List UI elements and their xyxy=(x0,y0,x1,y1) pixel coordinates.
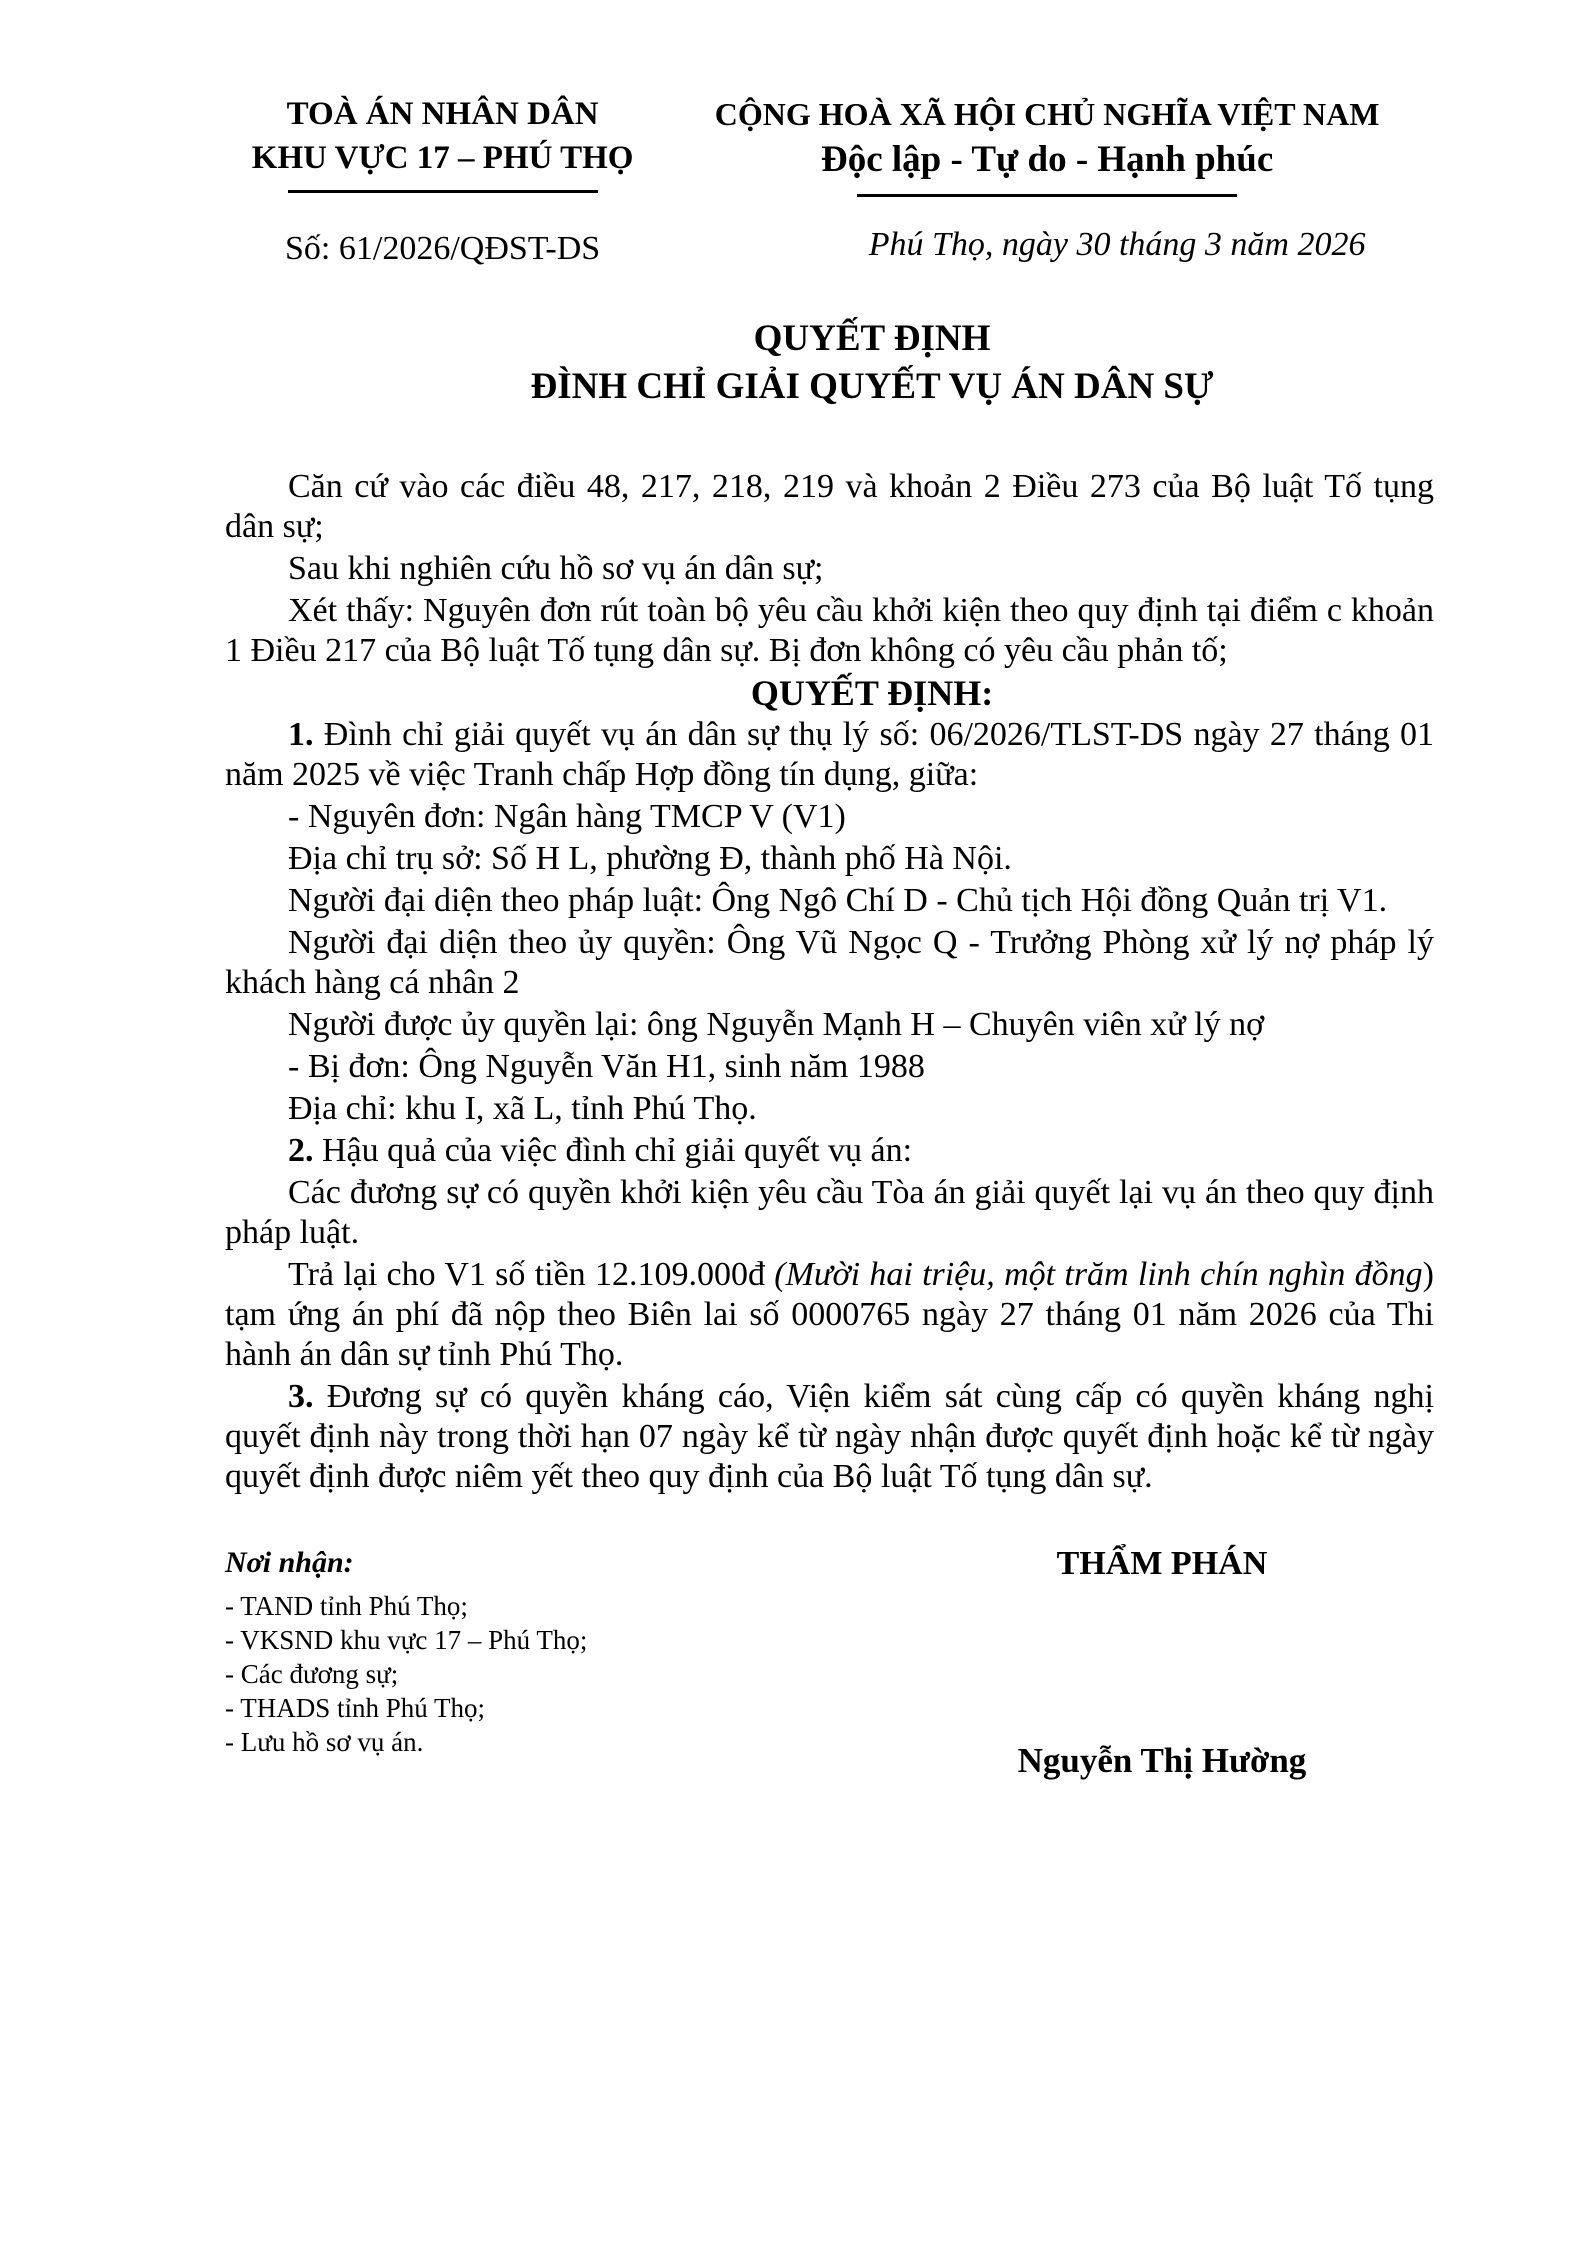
header-nation-block xyxy=(660,92,1434,269)
sub-authorized-representative-line: Người được ủy quyền lại: ông Nguyễn Mạnh H – Chuyên viên xử lý nợ xyxy=(288,1006,1265,1043)
refund-amount-in-words: (Mười hai triệu, một trăm linh chín nghìn đồng xyxy=(774,1256,1423,1293)
judge-name: Nguyễn Thị Hường xyxy=(1017,1741,1307,1780)
item-number: 3. xyxy=(288,1378,314,1415)
nation-name-line: CỘNG HOÀ XÃ HỘI CHỦ NGHĨA VIỆT NAM xyxy=(714,96,1380,132)
recipient-item: - THADS tỉnh Phú Thọ; xyxy=(225,1693,486,1723)
recipient-item: - Lưu hồ sơ vụ án. xyxy=(225,1727,424,1757)
plaintiff-address-line: Địa chỉ trụ sở: Số H L, phường Đ, thành phố Hà Nội. xyxy=(288,840,1012,877)
header-rule-left xyxy=(288,190,598,193)
document-title xyxy=(225,315,1434,411)
item-number: 1. xyxy=(288,716,314,753)
court-name-line2: KHU VỰC 17 – PHÚ THỌ xyxy=(251,140,634,176)
consequence-line: Các đương sự có quyền khởi kiện yêu cầu Tòa án giải quyết lại vụ án theo quy định pháp luật. xyxy=(225,1174,1434,1251)
defendant-line: - Bị đơn: Ông Nguyễn Văn H1, sinh năm 1988 xyxy=(288,1048,925,1085)
decision-item-2 xyxy=(225,1131,1434,1171)
recipient-item: - Các đương sự; xyxy=(225,1659,399,1689)
signature-block xyxy=(890,1543,1434,1782)
plaintiff-line: - Nguyên đơn: Ngân hàng TMCP V (V1) xyxy=(288,798,846,835)
item-number: 2. xyxy=(288,1132,314,1169)
recipient-item: - VKSND khu vực 17 – Phú Thọ; xyxy=(225,1625,588,1655)
court-name-line1: TOÀ ÁN NHÂN DÂN xyxy=(286,96,599,132)
recipients-block xyxy=(225,1543,890,1782)
defendant-address-line: Địa chỉ: khu I, xã L, tỉnh Phú Thọ. xyxy=(288,1090,757,1127)
legal-representative-line: Người đại diện theo pháp luật: Ông Ngô Chí D - Chủ tịch Hội đồng Quản trị V1. xyxy=(288,882,1388,919)
decision-heading: QUYẾT ĐỊNH: xyxy=(750,673,994,713)
preamble-paragraph: Căn cứ vào các điều 48, 217, 218, 219 và khoản 2 Điều 273 của Bộ luật Tố tụng dân sự; xyxy=(225,468,1434,545)
decision-item-1 xyxy=(225,715,1434,795)
authorized-representative-line: Người đại diện theo ủy quyền: Ông Vũ Ngọc Q - Trưởng Phòng xử lý nợ pháp lý khách hàng cá nhân 2 xyxy=(225,924,1434,1001)
title-line2: ĐÌNH CHỈ GIẢI QUYẾT VỤ ÁN DÂN SỰ xyxy=(530,366,1214,407)
title-line1: QUYẾT ĐỊNH xyxy=(753,318,991,359)
recipients-label: Nơi nhận: xyxy=(225,1546,354,1579)
judge-title: THẨM PHÁN xyxy=(1056,1545,1268,1582)
item-text: Đương sự có quyền kháng cáo, Viện kiểm sát cùng cấp có quyền kháng nghị quyết định này trong thời hạn 07 ngày kể từ ngày nhận được quyết định hoặc kể từ ngày quyết định được niêm yết theo quy định của Bộ luật Tố tụng dân sự. xyxy=(225,1378,1434,1495)
refund-paragraph xyxy=(225,1255,1434,1375)
place-date-line: Phú Thọ, ngày 30 tháng 3 năm 2026 xyxy=(868,226,1366,263)
nation-motto-line: Độc lập - Tự do - Hạnh phúc xyxy=(820,139,1274,180)
decision-item-3 xyxy=(225,1377,1434,1497)
refund-text-after: ) tạm ứng án phí đã nộp theo Biên lai số 0000765 ngày 27 tháng 01 năm 2026 của Thi hành án dân sự tỉnh Phú Thọ. xyxy=(225,1256,1434,1373)
header-court-block xyxy=(225,92,660,269)
document-header xyxy=(225,92,1434,269)
refund-text: Trả lại cho V1 số tiền 12.109.000đ xyxy=(288,1256,775,1293)
recipient-item: - TAND tỉnh Phú Thọ; xyxy=(225,1591,468,1621)
header-rule-right xyxy=(857,194,1237,197)
preamble-paragraph: Sau khi nghiên cứu hồ sơ vụ án dân sự; xyxy=(288,550,824,587)
document-footer xyxy=(225,1543,1434,1782)
item-text: Hậu quả của việc đình chỉ giải quyết vụ án: xyxy=(313,1132,913,1169)
item-text: Đình chỉ giải quyết vụ án dân sự thụ lý số: 06/2026/TLST-DS ngày 27 tháng 01 năm 2025 về việc Tranh chấp Hợp đồng tín dụng, giữa: xyxy=(225,716,1434,793)
preamble-paragraph: Xét thấy: Nguyên đơn rút toàn bộ yêu cầu khởi kiện theo quy định tại điểm c khoản 1 Điều 217 của Bộ luật Tố tụng dân sự. Bị đơn không có yêu cầu phản tố; xyxy=(225,592,1434,669)
document-number: Số: 61/2026/QĐST-DS xyxy=(285,230,601,267)
document-body xyxy=(225,467,1434,1497)
